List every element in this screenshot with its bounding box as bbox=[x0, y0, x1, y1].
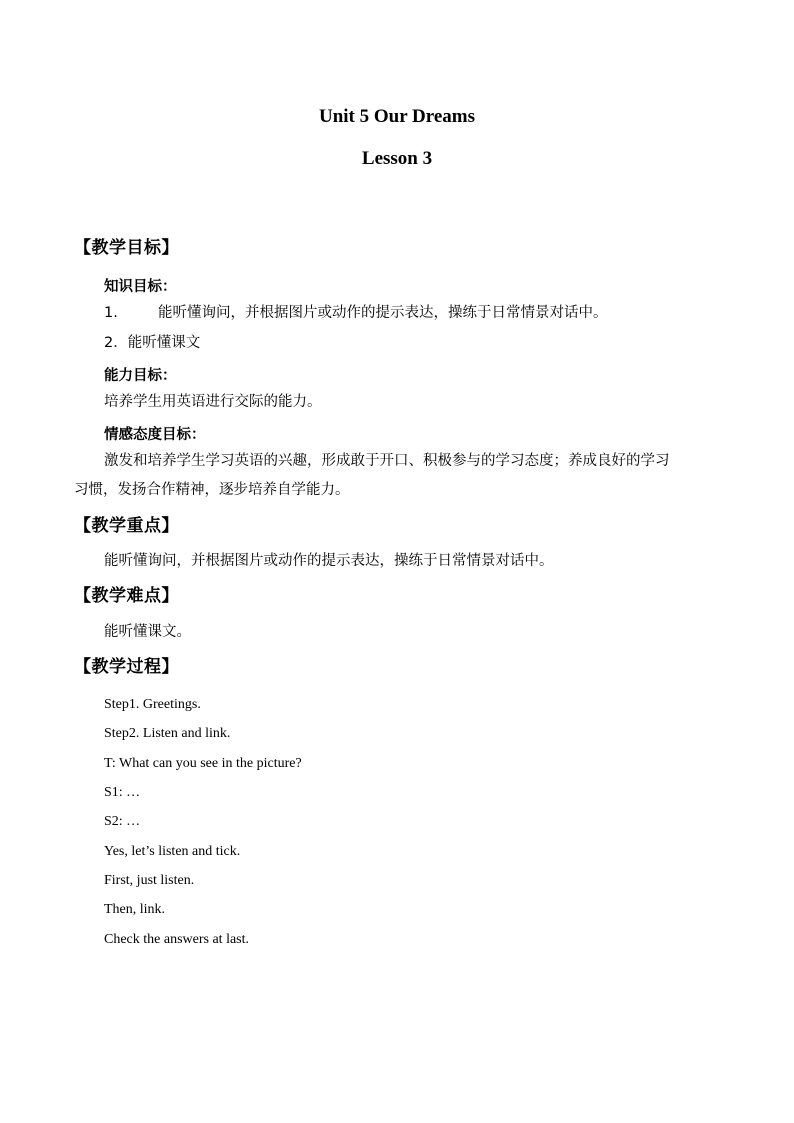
process-step-line: S1: … bbox=[104, 785, 141, 800]
process-step-line: T: What can you see in the picture? bbox=[104, 756, 302, 771]
section-heading-key-points: 【教学重点】 bbox=[74, 516, 179, 536]
key-points-text: 能听懂询问，并根据图片或动作的提示表达，操练于日常情景对话中。 bbox=[104, 553, 554, 569]
process-step-line: Step1. Greetings. bbox=[104, 697, 201, 712]
knowledge-item-2: 2．能听懂课文 bbox=[104, 335, 201, 351]
process-step-line: Yes, let’s listen and tick. bbox=[104, 844, 241, 859]
emotion-goal-text-line2: 习惯，发扬合作精神，逐步培养自学能力。 bbox=[74, 482, 350, 498]
process-step-line: Then, link. bbox=[104, 902, 166, 917]
ability-goal-label: 能力目标： bbox=[104, 368, 177, 384]
emotion-goal-text-line1: 激发和培养学生学习英语的兴趣，形成敢于开口、积极参与的学习态度；养成良好的学习 bbox=[104, 453, 670, 469]
section-heading-goals: 【教学目标】 bbox=[74, 238, 179, 258]
process-step-line: First, just listen. bbox=[104, 873, 195, 888]
section-heading-difficulties: 【教学难点】 bbox=[74, 586, 179, 606]
knowledge-item-1-text: 能听懂询问，并根据图片或动作的提示表达，操练于日常情景对话中。 bbox=[158, 305, 608, 321]
document-title: Unit 5 Our Dreams bbox=[318, 106, 476, 127]
difficulties-text: 能听懂课文。 bbox=[104, 624, 191, 640]
process-step-line: Check the answers at last. bbox=[104, 932, 250, 947]
emotion-goal-label: 情感态度目标： bbox=[104, 427, 206, 443]
ability-goal-text: 培养学生用英语进行交际的能力。 bbox=[104, 394, 322, 410]
document-subtitle: Lesson 3 bbox=[361, 148, 433, 169]
process-step-line: Step2. Listen and link. bbox=[104, 726, 231, 741]
process-step-line: S2: … bbox=[104, 814, 141, 829]
knowledge-goal-label: 知识目标： bbox=[104, 279, 177, 295]
section-heading-process: 【教学过程】 bbox=[74, 657, 179, 677]
knowledge-item-1-number: 1. bbox=[104, 305, 118, 321]
